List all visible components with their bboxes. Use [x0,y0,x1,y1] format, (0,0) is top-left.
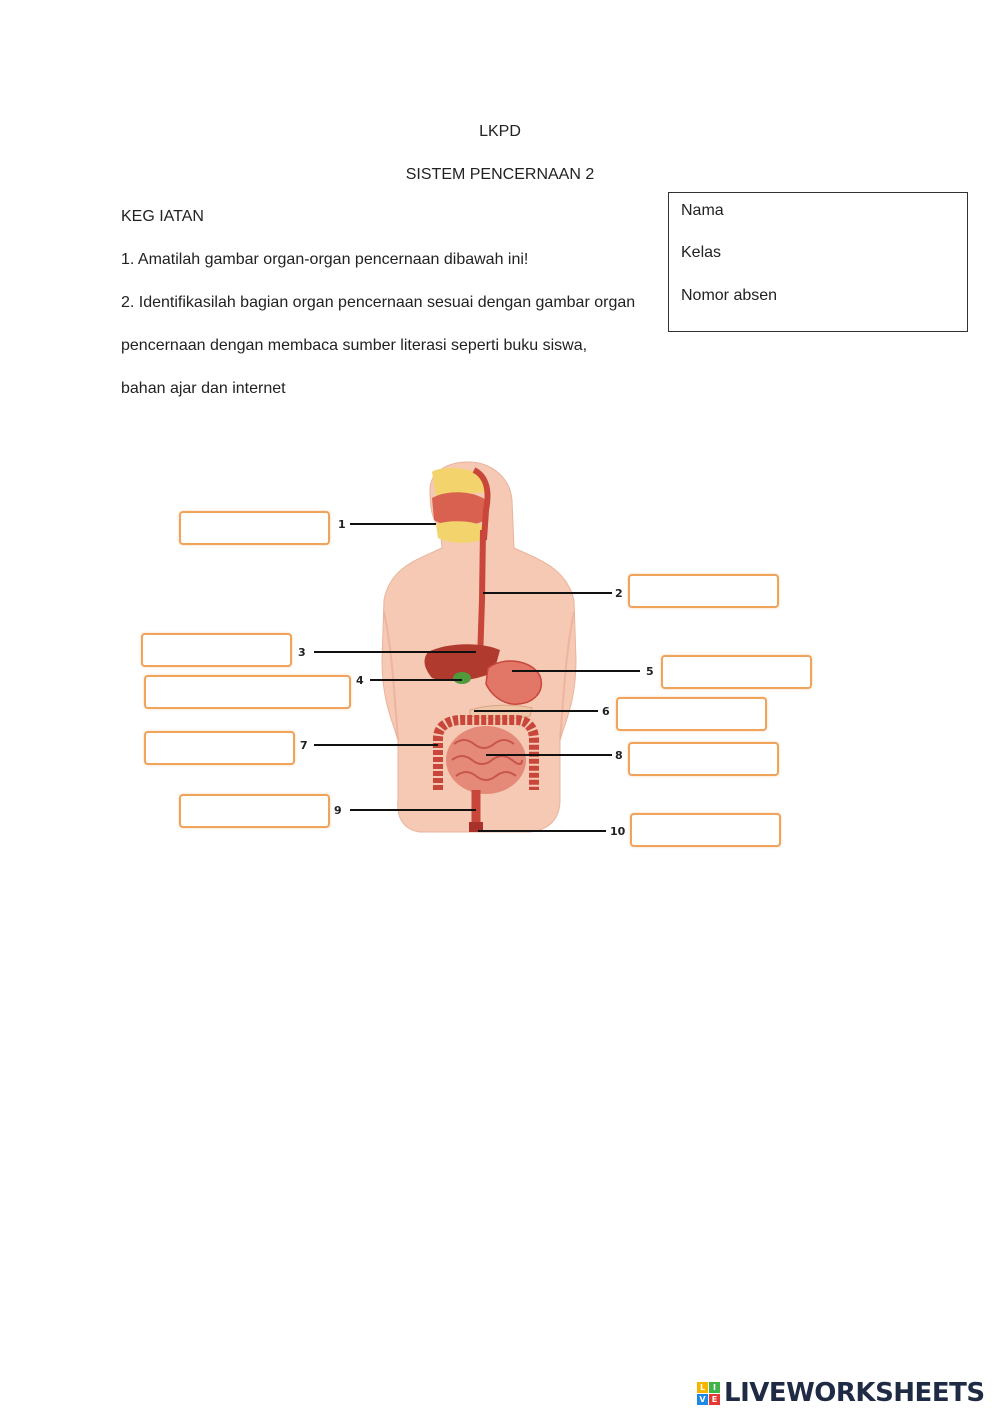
instruction-1: 1. Amatilah gambar organ-organ pencernaan dibawah ini! [121,251,529,268]
answer-input-10[interactable] [630,813,781,847]
label-5: 5 [646,665,654,678]
answer-input-2[interactable] [628,574,779,608]
liveworksheets-logo [697,1376,985,1410]
logo-mark-icon [697,1382,720,1405]
name-label: Nama [681,202,724,219]
answer-input-6[interactable] [616,697,767,731]
gallbladder [453,672,471,684]
label-7: 7 [300,739,308,752]
page-subtitle: SISTEM PENCERNAAN 2 [405,166,595,183]
answer-input-1[interactable] [179,511,330,545]
student-info-box [668,192,968,332]
instruction-2-line-1: 2. Identifikasilah bagian organ pencernaan sesuai dengan gambar organ [121,294,636,311]
logo-mark-i: I [709,1382,720,1393]
label-9: 9 [334,804,342,817]
label-6: 6 [602,705,610,718]
instruction-2-line-3: bahan ajar dan internet [121,380,286,397]
answer-input-9[interactable] [179,794,330,828]
label-8: 8 [615,749,623,762]
answer-input-4[interactable] [144,675,351,709]
label-2: 2 [615,587,623,600]
head-organs [432,468,488,543]
label-3: 3 [298,646,306,659]
label-4: 4 [356,674,364,687]
activity-label: KEG IATAN [121,208,204,225]
class-label: Kelas [681,244,722,261]
logo-mark-e: E [709,1394,720,1405]
page-title: LKPD [479,123,521,140]
label-10: 10 [610,825,626,838]
logo-mark-l: L [697,1382,708,1393]
esophagus [480,530,483,660]
small-intestine [446,726,526,794]
logo-mark-v: V [697,1394,708,1405]
answer-input-7[interactable] [144,731,295,765]
answer-input-3[interactable] [141,633,292,667]
label-1: 1 [338,518,346,531]
number-label: Nomor absen [681,287,778,304]
brand-text: LIVEWORKSHEETS [724,1378,985,1408]
answer-input-8[interactable] [628,742,779,776]
answer-input-5[interactable] [661,655,812,689]
instruction-2-line-2: pencernaan dengan membaca sumber literasi seperti buku siswa, [121,337,588,354]
